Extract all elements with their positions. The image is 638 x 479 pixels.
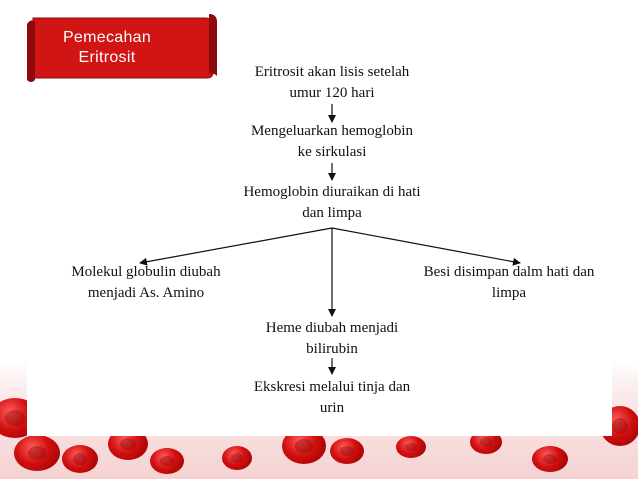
arrow-n3-n5 [332, 228, 520, 263]
node-line: bilirubin [306, 341, 358, 357]
node-line: Hemoglobin diuraikan di hati [243, 184, 421, 200]
node-globulin [56, 262, 236, 304]
node-besi [406, 262, 612, 304]
node-line: Heme diubah menjadi [265, 320, 399, 336]
node-line: Molekul globulin diubah [71, 264, 221, 280]
node-line: limpa [491, 285, 527, 301]
node-heme-bilirubin [242, 318, 422, 360]
node-line: ke sirkulasi [297, 144, 367, 160]
node-line: menjadi As. Amino [87, 285, 205, 301]
node-line: umur 120 hari [289, 85, 375, 101]
arrow-n3-n4 [140, 228, 332, 263]
node-line: Eritrosit akan lisis setelah [254, 64, 410, 80]
node-line: Ekskresi melalui tinja dan [253, 379, 411, 395]
node-line: dan limpa [302, 205, 362, 221]
title-line-2: Eritrosit [78, 49, 136, 66]
node-line: urin [319, 400, 345, 416]
node-hemoglobin-breakdown [222, 182, 442, 224]
node-hemoglobin-release [232, 121, 432, 163]
node-line: Besi disimpan dalm hati dan [423, 264, 595, 280]
node-ekskresi [232, 377, 432, 419]
node-line: Mengeluarkan hemoglobin [250, 123, 414, 139]
node-eritrosit-lisis [232, 62, 432, 104]
title-line-1: Pemecahan [62, 29, 152, 46]
